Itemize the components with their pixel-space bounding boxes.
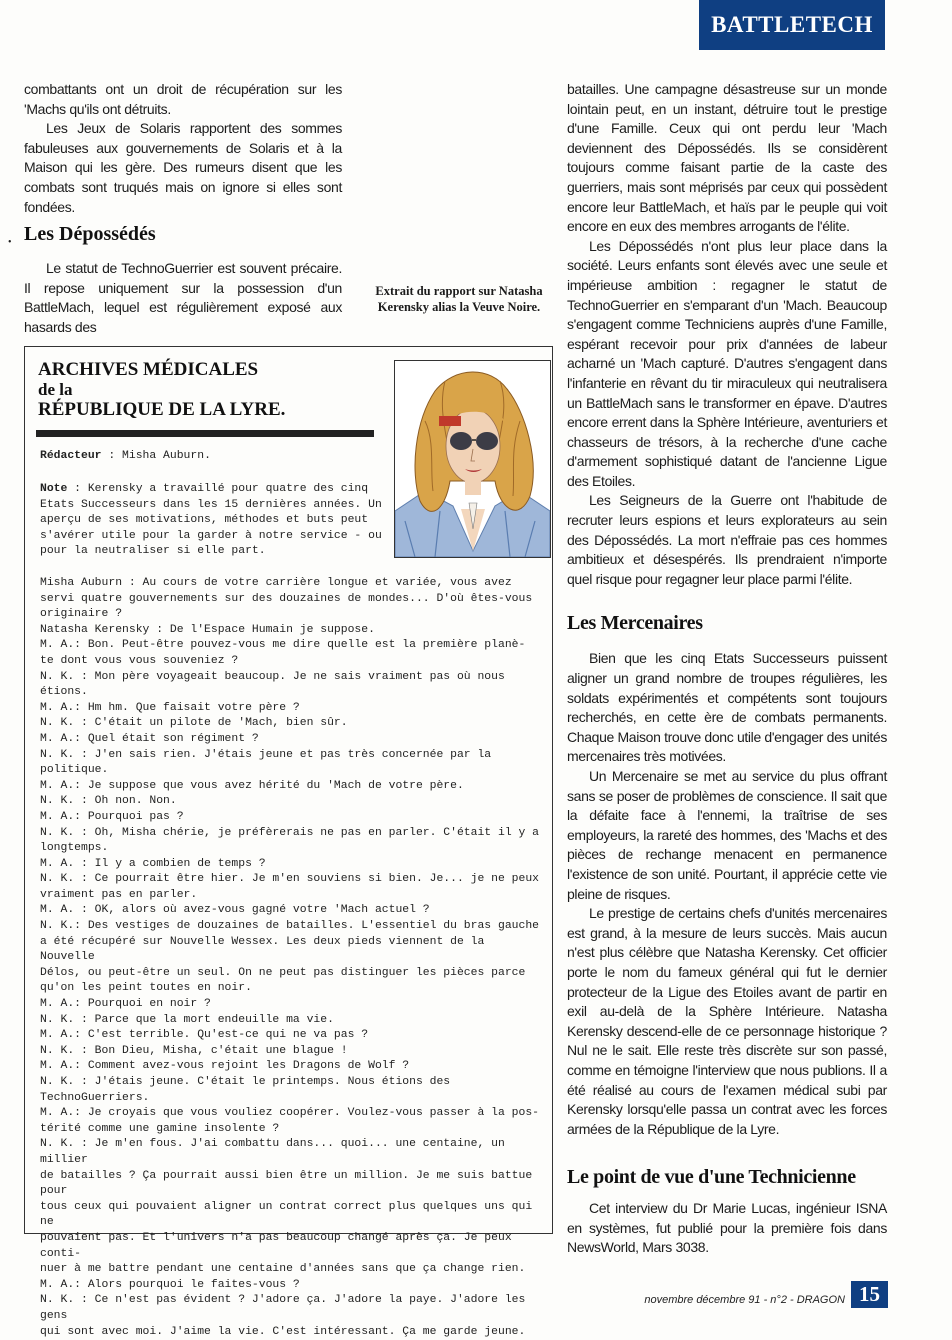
redacteur-line (40, 449, 380, 465)
sidebar-title-line3: RÉPUBLIQUE DE LA LYRE. (38, 399, 286, 420)
paragraph: Les Dépossédés n'ont plus leur place dans la société. Leurs enfants sont élevés avec une seule et impérieuse ambition : regagner le statut de TechnoGuerrier en s'emparant d'un 'Mach. Beaucoup s'engagent comme Techniciens auprès d'une Famille, espérant recevoir pour prix d'années de labeur acharné un 'Mach capturé. D'autres s'engagent dans l'infanterie en rêvant du tir miraculeux qui neutralisera un BattleMach sans le transformer en épave. D'autres encore errent dans la Sphère Intérieure, aventuriers et chasseurs de trésors, à la recherche d'une cache d'armement sophistiqué datant de l'ancienne Ligue des Etoiles. (567, 237, 887, 489)
paragraph: Bien que les cinq Etats Successeurs puissent aligner un grand nombre de troupes régulières, les soldats expérimentés et compétents sont toujours recherchés, en cette ère de combats permanents. Chaque Maison trouve donc utile d'engager des unités mercenaires très motivées. (567, 650, 887, 765)
footer-issue: novembre décembre 91 - n°2 - DRAGON (644, 1294, 845, 1306)
paragraph: batailles. Une campagne désastreuse sur un monde lointain peut, en un instant, détruire tout le prestige d'une Famille. Ceux qui ont perdu leur 'Mach deviennent des Dépossédés. Ils se considèrent toujours comme faisant partie de la caste des guerriers, mais sont méprisés par ceux qui possèdent encore leur BattleMach, et haïs par le peuple qui voit encore en eux des membres arrogants de l'élite. (567, 81, 887, 235)
heading-technicienne: Le point de vue d'une Technicienne (567, 1166, 856, 1189)
heading-mercenaires: Les Mercenaires (567, 612, 703, 635)
left-column-deposs (24, 259, 342, 337)
note-block (40, 482, 390, 560)
paragraph: Le prestige de certains chefs d'unités mercenaires est grand, à la mesure de leurs succès. Mais aucun n'est plus célèbre que Natasha Kerensky. Cet officier porte le nom du fameux général qui fut le dernier protecteur de la Ligue des Etoiles avant de partir en exil au-delà de la Sphère Intérieure. Natasha Kerensky descend-elle de ce personnage historique ? Nul ne le sait. Elle reste très discrète sur son passé, comme en témoigne l'interview que nous publions. Il a été réalisé au cours de l'examen médical subi par Kerensky lorsqu'elle passa un contrat avec les forces armées de la République de la Lyre. (567, 905, 887, 1137)
right-column (567, 80, 887, 1258)
paragraph: Un Mercenaire se met au service du plus offrant sans se poser de problèmes de conscience. Il sait que la défaite face à l'ennemi, la traîtrise de ses employeurs, la rareté des hommes, des 'Machs et des pièces de rechange menacent en permanence l'existence de son unité. Pourtant, il apprécie cette vie pleine de risques. (567, 768, 887, 902)
sidebar-title (38, 360, 378, 420)
redacteur-value: : Misha Auburn. (101, 450, 211, 462)
redacteur-label: Rédacteur (40, 450, 102, 462)
page-number (851, 1281, 888, 1308)
interview-transcript: Misha Auburn : Au cours de votre carrière longue et variée, vous avez servi quatre gouvernements sur des douzaines de mondes... D'où êtes-vous originaire ? Natasha Kerensky : De l'Espace Humain je suppose. M. A.: Bon. Peut-être pouvez-vous me dire quelle est la première planè- te dont vous vous souveniez ? N. K. : Mon père voyageait beaucoup. Je ne sais vraiment pas où nous étions. M. A.: Hm hm. Que faisait votre père ? N. K. : C'était un pilote de 'Mach, bien sûr. M. A.: Quel était son régiment ? N. K. : J'en sais rien. J'étais jeune et pas très concernée par la politique. M. A.: Je suppose que vous avez hérité du 'Mach de votre père. N. K. : Oh non. Non. M. A.: Pourquoi pas ? N. K. : Oh, Misha chérie, je préfèrerais ne pas en parler. C'était il y a longtemps. M. A. : Il y a combien de temps ? N. K. : Ce pourrait être hier. Je m'en souviens si bien. Je... je ne peux vraiment pas en parler. M. A. : OK, alors où avez-vous gagné votre 'Mach actuel ? N. K.: Des vestiges de douzaines de batailles. L'essentiel du bras gauche a été récupéré sur Nouvelle Wessex. Les deux pieds viennent de la Nouvelle Délos, ou peut-être un seul. On ne peut pas distinguer les pièces parce qu'on les peint toutes en noir. M. A.: Pourquoi en noir ? N. K. : Parce que la mort endeuille ma vie. M. A.: C'est terrible. Qu'est-ce qui ne va pas ? N. K. : Bon Dieu, Misha, c'était une blague ! M. A.: Comment avez-vous rejoint les Dragons de Wolf ? N. K. : J'étais jeune. C'était le printemps. Nous étions des TechnoGuerriers. M. A.: Je croyais que vous vouliez coopérer. Voulez-vous passer à la pos- térité comme une gamine insolente ? N. K. : Je m'en fous. J'ai combattu dans... quoi... une centaine, un millier de batailles ? Ça pourrait aussi bien être un million. Je me suis battue pour tous ceux qui pouvaient aligner un contrat correct plus quelques uns qui ne pouvaient pas. Et l'univers n'a pas beaucoup changé après ça. Je peux conti- nuer à me battre pendant une centaine d'années sans que ça change rien. M. A.: Alors pourquoi le faites-vous ? N. K. : Ce n'est pas évident ? J'adore ça. J'adore la paye. J'adore les gens qui sont avec moi. J'aime la vie. C'est intéressant. Ça me garde jeune. (40, 577, 539, 1338)
paragraph: combattants ont un droit de récupération sur les 'Machs qu'ils ont détruits. (24, 81, 342, 117)
note-label: Note (40, 483, 68, 495)
paragraph: Les Seigneurs de la Guerre ont l'habitude de recruter leurs espions et leurs explorateurs au sein des Dépossédés. La mort n'effraie pas ces hommes ambitieux et désespérés. Ils prendraient n'importe quel risque pour regagner leur place parmi l'élite. (567, 492, 887, 587)
sidebar-title-line1: ARCHIVES MÉDICALES (38, 359, 259, 380)
margin-mark: • (8, 237, 12, 248)
paragraph: Cet interview du Dr Marie Lucas, ingénieur ISNA en systèmes, fut publié pour la première fois dans NewsWorld, Mars 3038. (567, 1200, 887, 1256)
section-title: BATTLETECH (711, 12, 873, 37)
page-number-text: 15 (859, 1282, 880, 1306)
sidebar-title-line2: de la (38, 380, 73, 399)
sidebar-rule (36, 430, 374, 437)
paragraph: Le statut de TechnoGuerrier est souvent précaire. Il repose uniquement sur la possession d'un BattleMach, lequel est régulièrement exposé aux hasards des (24, 260, 342, 335)
note-value: : Kerensky a travaillé pour quatre des cinq Etats Successeurs dans les 15 dernières années. Un aperçu de ses motivations, méthodes et buts peut s'avérer utile pour la garder à notre service - ou pour la neutraliser si elle part. (40, 483, 382, 558)
portrait-drawing (395, 361, 550, 557)
caption: Extrait du rapport sur Natasha Kerensky alias la Veuve Noire. (375, 284, 543, 314)
heading-deposs: Les Dépossédés (24, 223, 156, 245)
paragraph: Les Jeux de Solaris rapportent des sommes fabuleuses aux gouvernements de Solaris et à la Maison qui les gère. Des rumeurs disent que les combats sont truqués mais on ignore si elles sont fondées. (24, 120, 342, 215)
left-column-top (24, 80, 342, 217)
section-header-tab (699, 0, 885, 50)
portrait-illustration (394, 360, 551, 558)
